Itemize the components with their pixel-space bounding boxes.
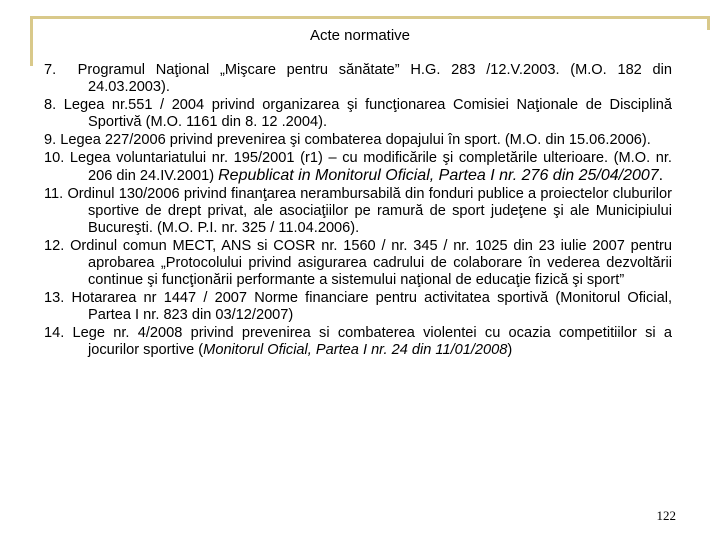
item-number: 8. <box>44 97 57 113</box>
item-number: 9. <box>44 132 57 148</box>
item-number: 10. <box>44 150 65 166</box>
item-number: 11. <box>44 186 64 202</box>
item-number: 7. <box>44 62 57 78</box>
page-number: 122 <box>656 508 676 523</box>
item-text: Legea voluntariatului nr. 195/2001 (r1) – cu modificările şi completările ulterioare. (M.O. nr. 206 din 24.IV.2001) <box>69 150 672 184</box>
item-number: 14. <box>44 325 65 341</box>
list-item <box>44 62 672 96</box>
item-text: Hotararea nr 1447 / 2007 Norme financiare pentru activitatea sportivă (Monitorul Oficial, Partea I nr. 823 din 03/12/2007) <box>71 290 672 323</box>
item-tail: ) <box>507 342 513 358</box>
item-number: 13. <box>44 290 65 306</box>
item-number: 12. <box>44 238 65 254</box>
item-text: Legea nr.551 / 2004 privind organizarea şi funcţionarea Comisiei Naţionale de Disciplină Sportivă (M.O. 1161 din 8. 12 .2004). <box>63 97 672 130</box>
item-text: Ordinul 130/2006 privind finanţarea nerambursabilă din fonduri publice a proiectelor cluburilor sportive de drept privat, ale asociaţiilor pe ramură de sport judeţene şi ale Municipiului Bucureşti. (M.O. P.I. nr. 325 / 11.04.2006). <box>67 186 672 236</box>
list-item <box>44 186 672 237</box>
list-item <box>44 97 672 131</box>
legislation-list <box>44 62 672 360</box>
item-text: Programul Naţional „Mişcare pentru sănătate” H.G. 283 /12.V.2003. (M.O. 182 din 24.03.2003). <box>77 62 673 95</box>
list-item <box>44 150 672 185</box>
list-item <box>44 325 672 359</box>
item-italic-text: Republicat in Monitorul Oficial, Partea I nr. 276 din 25/04/2007 <box>218 167 659 184</box>
item-text: Ordinul comun MECT, ANS si COSR nr. 1560 / nr. 345 / nr. 1025 din 23 iulie 2007 pentru aprobarea „Protocolului privind asigurarea cadrului de colaborare în vederea dezvoltării continue şi funcţionării performante a sistemului naţional de educaţie fizică şi sport” <box>70 238 673 288</box>
list-item <box>44 290 672 324</box>
item-italic-text: Monitorul Oficial, Partea I nr. 24 din 11/01/2008 <box>203 342 508 358</box>
slide-title: Acte normative <box>309 27 411 44</box>
item-tail: . <box>658 167 664 184</box>
item-text: Lege nr. 4/2008 privind prevenirea si combaterea violentei cu ocazia competitiilor si a jocurilor sportive ( <box>72 325 672 358</box>
list-item <box>44 132 672 149</box>
list-item <box>44 238 672 289</box>
slide-frame-top <box>30 16 710 19</box>
item-text: Legea 227/2006 privind prevenirea şi combaterea dopajului în sport. (M.O. din 15.06.2006). <box>60 132 651 148</box>
